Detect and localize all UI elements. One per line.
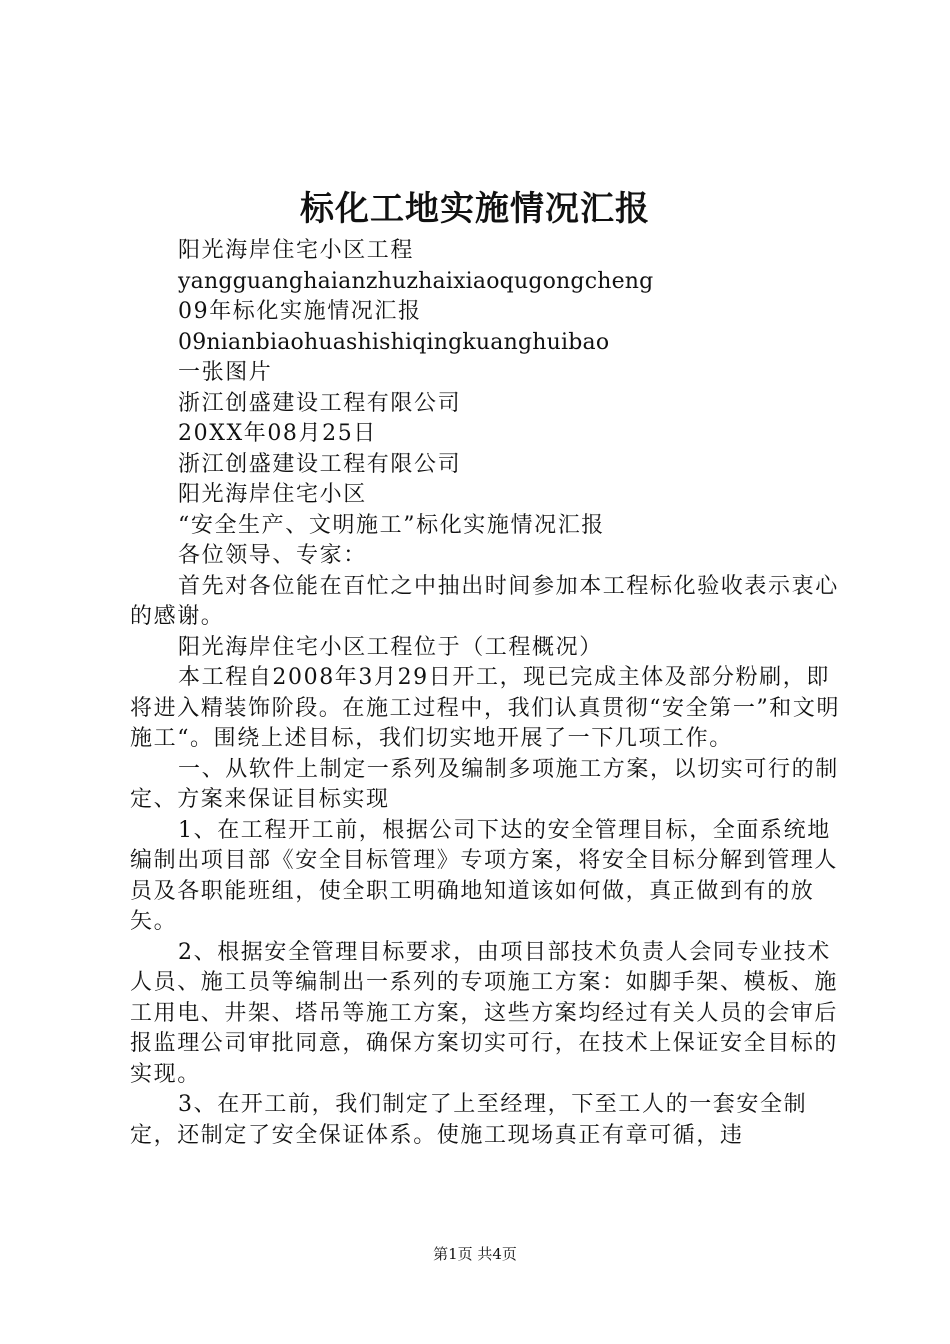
paragraph-date: 20XX年08月25日 bbox=[178, 421, 377, 446]
paragraph-company-2: 浙江创盛建设工程有限公司 bbox=[178, 451, 462, 477]
paragraph-project-name-pinyin: yangguanghaianzhuzhaixiaoqugongcheng bbox=[178, 268, 654, 294]
paragraph-report-title-pinyin: 09nianbiaohuashishiqingkuanghuibao bbox=[178, 329, 610, 355]
paragraph-item-2: 2、根据安全管理目标要求，由项目部技术负责人会同专业技术人员、施工员等编制出一系列的专项施工方案：如脚手架、模板、施工用电、井架、塔吊等施工方案，这些方案均经过有关人员的会审后报监理公司审批同意，确保方案切实可行，在技术上保证安全目标的实现。 bbox=[130, 939, 839, 1087]
paragraph-thanks: 首先对各位能在百忙之中抽出时间参加本工程标化验收表示衷心的感谢。 bbox=[130, 573, 839, 629]
paragraph-section-one: 一、从软件上制定一系列及编制多项施工方案，以切实可行的制定、方案来保证目标实现 bbox=[130, 756, 839, 812]
paragraph-image-placeholder: 一张图片 bbox=[178, 360, 273, 385]
page-footer: 第1页 共4页 bbox=[433, 1245, 517, 1263]
paragraph-report-heading: “安全生产、文明施工”标化实施情况汇报 bbox=[178, 512, 605, 538]
paragraph-company: 浙江创盛建设工程有限公司 bbox=[178, 390, 462, 416]
paragraph-project-name: 阳光海岸住宅小区工程 bbox=[178, 238, 415, 263]
document-body bbox=[130, 236, 846, 1151]
paragraph-salutation: 各位领导、专家： bbox=[178, 543, 367, 568]
paragraph-item-1: 1、在工程开工前，根据公司下达的安全管理目标，全面系统地编制出项目部《安全目标管理》专项方案，将安全目标分解到管理人员及各职能班组，使全职工明确地知道该如何做，真正做到有的放矢。 bbox=[130, 817, 839, 934]
paragraph-item-3: 3、在开工前，我们制定了上至经理，下至工人的一套安全制定，还制定了安全保证体系。使施工现场真正有章可循，违 bbox=[130, 1092, 808, 1148]
paragraph-community: 阳光海岸住宅小区 bbox=[178, 482, 367, 507]
document-title: 标化工地实施情况汇报 bbox=[300, 189, 650, 229]
paragraph-overview: 本工程自2008年3月29日开工，现已完成主体及部分粉刷，即将进入精装饰阶段。在施工过程中，我们认真贯彻“安全第一”和文明施工“。围绕上述目标，我们切实地开展了一下几项工作。 bbox=[130, 665, 841, 751]
paragraph-report-title: 09年标化实施情况汇报 bbox=[178, 299, 422, 324]
paragraph-location: 阳光海岸住宅小区工程位于（工程概况） bbox=[178, 634, 603, 660]
